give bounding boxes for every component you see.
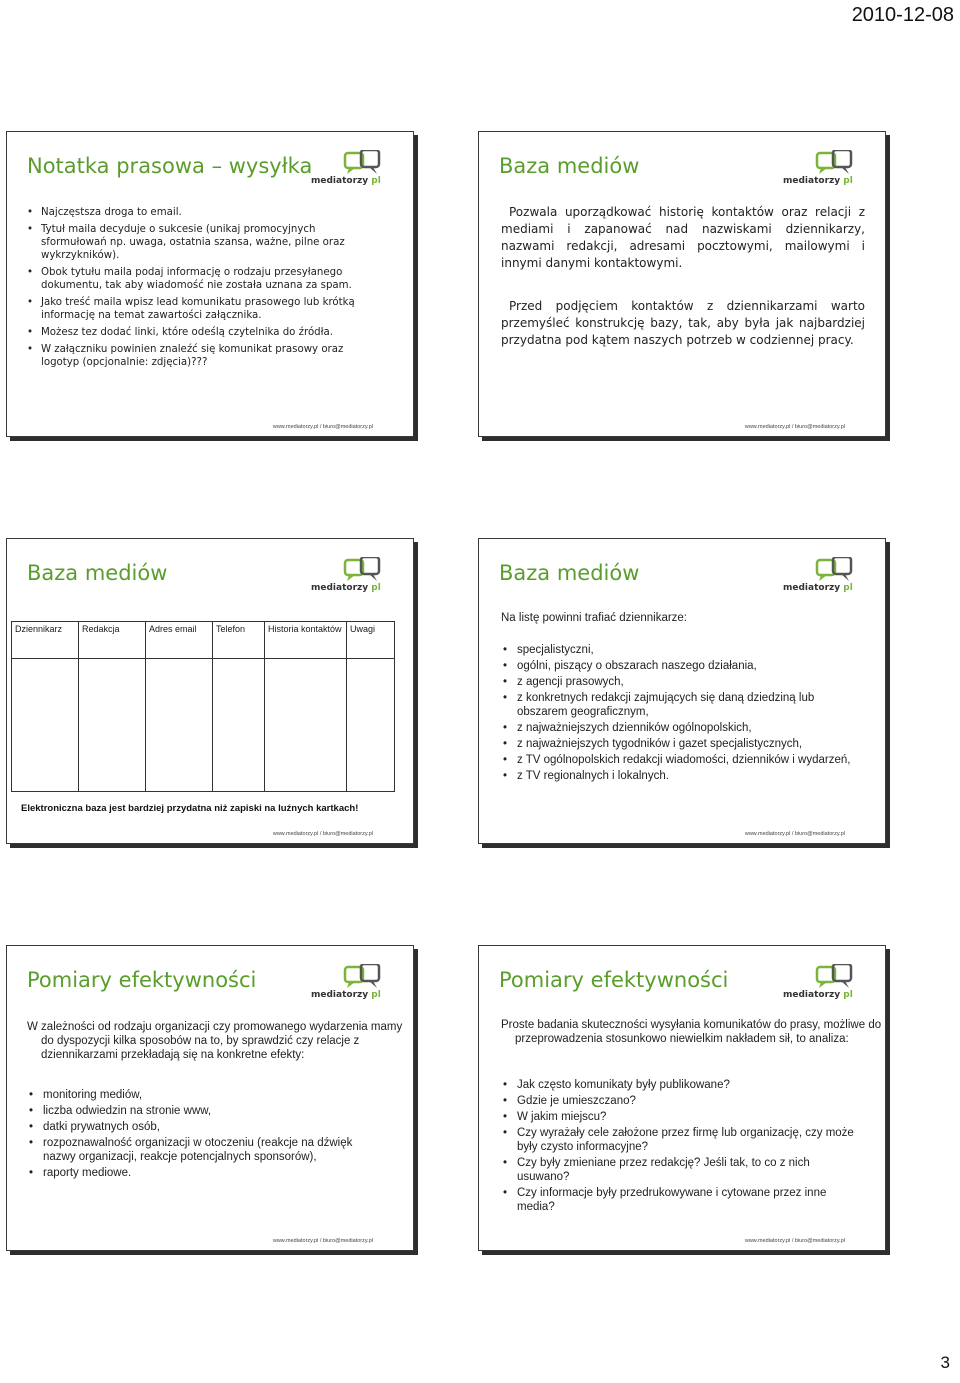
slide-footer: www.mediatorzy.pl / biuro@mediatorzy.pl bbox=[744, 831, 845, 837]
speech-bubble-logo-icon bbox=[815, 557, 855, 583]
bullet-list bbox=[25, 206, 377, 373]
logo-text: mediatorzy bbox=[783, 583, 841, 593]
list-item: • Obok tytułu maila podaj informację o rodzaju przesyłanego dokumentu, tak aby wiadomość nie została uznana za spam. bbox=[25, 266, 377, 292]
intro-text: Proste badania skuteczności wysyłania komunikatów do prasy, możliwe do przeprowadzenia stosunkowo niewielkim nakładem sił, to analiza: bbox=[501, 1019, 882, 1045]
list-item: • Jak często komunikaty były publikowane? bbox=[501, 1078, 861, 1092]
list-item: • monitoring mediów, bbox=[27, 1088, 387, 1102]
logo-wordmark bbox=[311, 990, 381, 1000]
intro-text: Na listę powinni trafiać dziennikarze: bbox=[501, 612, 688, 624]
list-item: • W jakim miejscu? bbox=[501, 1110, 861, 1124]
list-item: • Czy wyrażały cele założone przez firmę lub organizację, czy może były czysto informacyjne? bbox=[501, 1126, 861, 1154]
logo-suffix: pl bbox=[371, 990, 381, 1000]
logo-suffix: pl bbox=[371, 176, 381, 186]
table-cell bbox=[146, 659, 213, 792]
list-item: • raporty mediowe. bbox=[27, 1166, 387, 1180]
table-cell bbox=[265, 659, 347, 792]
mediatorzy-logo bbox=[783, 150, 857, 188]
list-item: • ogólni, piszący o obszarach naszego działania, bbox=[501, 659, 861, 673]
list-item: • Możesz tez dodać linki, które odeślą czytelnika do źródła. bbox=[25, 326, 377, 339]
logo-text: mediatorzy bbox=[783, 176, 841, 186]
slide-6 bbox=[478, 945, 886, 1251]
column-header: Telefon bbox=[213, 622, 265, 659]
table-cell bbox=[213, 659, 265, 792]
slide-title: Pomiary efektywności bbox=[499, 968, 729, 992]
mediatorzy-logo bbox=[311, 150, 385, 188]
intro-text: W zależności od rodzaju organizacji czy promowanego wydarzenia mamy do dyspozycji kilka sposobów na to, by sprawdzić czy relacje z dziennikarzami przekładają się na konkretne efekty: bbox=[27, 1021, 403, 1061]
logo-text: mediatorzy bbox=[311, 583, 369, 593]
list-item: • Czy były zmieniane przez redakcję? Jeśli tak, to co z nich usuwano? bbox=[501, 1156, 861, 1184]
list-item: • Jako treść maila wpisz lead komunikatu prasowego lub krótką informację na temat zawartości załącznika. bbox=[25, 296, 377, 322]
slide-footer: www.mediatorzy.pl / biuro@mediatorzy.pl bbox=[744, 1238, 845, 1244]
logo-suffix: pl bbox=[843, 176, 853, 186]
bullet-list bbox=[27, 1088, 387, 1182]
list-item: • specjalistyczni, bbox=[501, 643, 861, 657]
slide-1 bbox=[6, 131, 414, 437]
column-header: Dziennikarz bbox=[12, 622, 79, 659]
list-item: • z najważniejszych tygodników i gazet specjalistycznych, bbox=[501, 737, 861, 751]
logo-wordmark bbox=[783, 176, 853, 186]
list-item: • liczba odwiedzin na stronie www, bbox=[27, 1104, 387, 1118]
logo-suffix: pl bbox=[371, 583, 381, 593]
table-cell bbox=[347, 659, 395, 792]
speech-bubble-logo-icon bbox=[343, 557, 383, 583]
list-item: • z agencji prasowych, bbox=[501, 675, 861, 689]
slide-footer: www.mediatorzy.pl / biuro@mediatorzy.pl bbox=[272, 424, 373, 430]
column-header: Uwagi bbox=[347, 622, 395, 659]
table-row bbox=[12, 659, 395, 792]
logo-suffix: pl bbox=[843, 990, 853, 1000]
speech-bubble-logo-icon bbox=[815, 150, 855, 176]
mediatorzy-logo bbox=[311, 557, 385, 595]
slide-title: Baza mediów bbox=[27, 561, 168, 585]
table-note: Elektroniczna baza jest bardziej przydatna niż zapiski na luźnych kartkach! bbox=[21, 803, 359, 814]
list-item: • z TV regionalnych i lokalnych. bbox=[501, 769, 861, 783]
table-cell bbox=[12, 659, 79, 792]
column-header: Redakcja bbox=[79, 622, 146, 659]
paragraph: Pozwala uporządkować historię kontaktów oraz relacji z mediami i zapanować nad nazwiskami dziennikarzy, nazwami redakcji, adresami pocztowymi, mailowymi i innymi danymi kontaktowymi. bbox=[501, 205, 865, 270]
list-item: • Tytuł maila decyduje o sukcesie (unikaj promocyjnych sformułowań np. uwaga, ostatnia szansa, ważne, pilne oraz wykrzykników). bbox=[25, 223, 377, 262]
logo-wordmark bbox=[311, 583, 381, 593]
mediatorzy-logo bbox=[311, 964, 385, 1002]
list-item: • W załączniku powinien znaleźć się komunikat prasowy oraz logotyp (opcjonalnie: zdjęcia)??? bbox=[25, 343, 377, 369]
list-item: • Czy informacje były przedrukowywane i cytowane przez inne media? bbox=[501, 1186, 861, 1214]
logo-wordmark bbox=[783, 583, 853, 593]
bullet-list bbox=[501, 643, 861, 785]
speech-bubble-logo-icon bbox=[815, 964, 855, 990]
mediatorzy-logo bbox=[783, 557, 857, 595]
list-item: • rozpoznawalność organizacji w otoczeniu (reakcje na dźwięk nazwy organizacji, reakcje potencjalnych sponsorów), bbox=[27, 1136, 387, 1164]
slide-title: Baza mediów bbox=[499, 154, 640, 178]
slide-title: Notatka prasowa – wysyłka bbox=[27, 154, 313, 178]
slide-5 bbox=[6, 945, 414, 1251]
logo-wordmark bbox=[311, 176, 381, 186]
media-database-table bbox=[11, 621, 395, 792]
logo-text: mediatorzy bbox=[311, 176, 369, 186]
slide-4 bbox=[478, 538, 886, 844]
slide-3 bbox=[6, 538, 414, 844]
slide-title: Pomiary efektywności bbox=[27, 968, 257, 992]
slide-footer: www.mediatorzy.pl / biuro@mediatorzy.pl bbox=[272, 1238, 373, 1244]
list-item: • z konkretnych redakcji zajmujących się daną dziedziną lub obszarem geograficznym, bbox=[501, 691, 861, 719]
column-header: Adres email bbox=[146, 622, 213, 659]
list-item: • Gdzie je umieszczano? bbox=[501, 1094, 861, 1108]
slide-footer: www.mediatorzy.pl / biuro@mediatorzy.pl bbox=[744, 424, 845, 430]
column-header: Historia kontaktów bbox=[265, 622, 347, 659]
bullet-list bbox=[501, 1078, 861, 1216]
page-date: 2010-12-08 bbox=[851, 4, 954, 26]
slide-2 bbox=[478, 131, 886, 437]
mediatorzy-logo bbox=[783, 964, 857, 1002]
list-item: • z TV ogólnopolskich redakcji wiadomości, dzienników i wydarzeń, bbox=[501, 753, 861, 767]
page-number: 3 bbox=[940, 1353, 950, 1372]
list-item: • datki prywatnych osób, bbox=[27, 1120, 387, 1134]
logo-wordmark bbox=[783, 990, 853, 1000]
list-item: • z najważniejszych dzienników ogólnopolskich, bbox=[501, 721, 861, 735]
logo-suffix: pl bbox=[843, 583, 853, 593]
list-item: • Najczęstsza droga to email. bbox=[25, 206, 377, 219]
slide-title: Baza mediów bbox=[499, 561, 640, 585]
logo-text: mediatorzy bbox=[311, 990, 369, 1000]
paragraph: Przed podjęciem kontaktów z dziennikarzami warto przemyśleć konstrukcję bazy, tak, aby była jak najbardziej przydatna pod kątem naszych potrzeb w codziennej pracy. bbox=[501, 299, 865, 347]
speech-bubble-logo-icon bbox=[343, 964, 383, 990]
speech-bubble-logo-icon bbox=[343, 150, 383, 176]
table-cell bbox=[79, 659, 146, 792]
slide-footer: www.mediatorzy.pl / biuro@mediatorzy.pl bbox=[272, 831, 373, 837]
logo-text: mediatorzy bbox=[783, 990, 841, 1000]
